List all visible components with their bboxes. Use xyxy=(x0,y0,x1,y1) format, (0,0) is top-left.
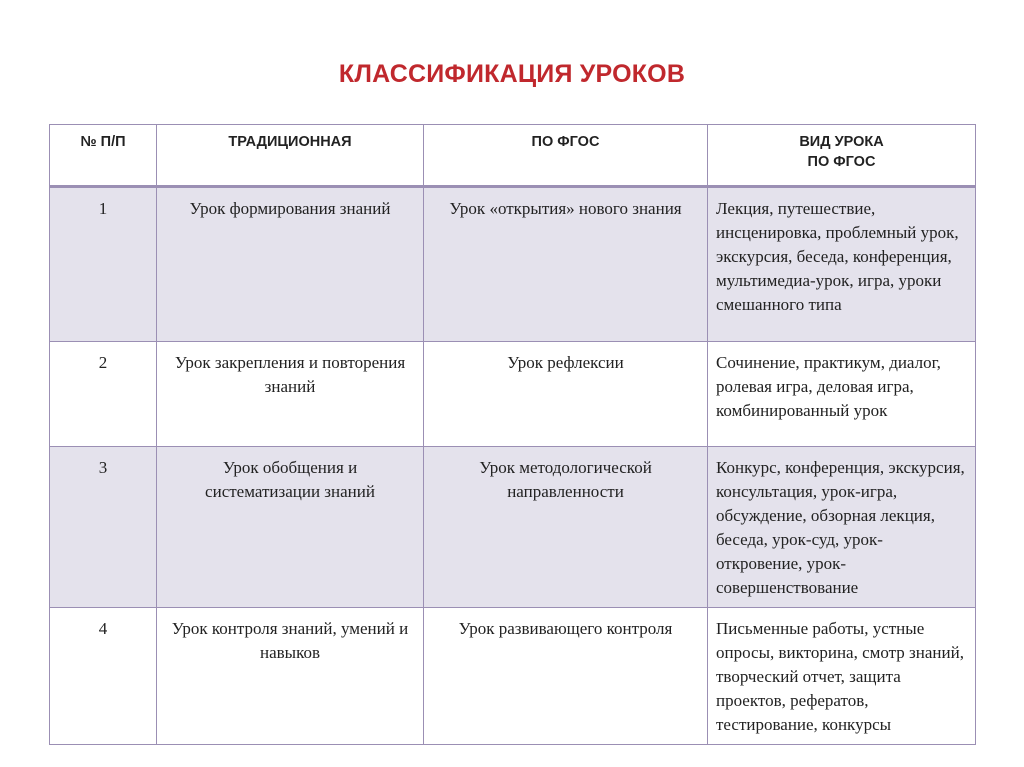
traditional-cell: Урок обобщения и систематизации знаний xyxy=(157,447,424,608)
lesson-types-cell: Лекция, путешествие, инсценировка, проблемный урок, экскурсия, беседа, конференция, мультимедиа-урок, игра, уроки смешанного типа xyxy=(708,187,976,342)
table-header-row xyxy=(50,125,976,187)
row-number: 1 xyxy=(50,187,157,342)
fgos-cell: Урок рефлексии xyxy=(424,342,708,447)
traditional-cell: Урок формирования знаний xyxy=(157,187,424,342)
header-number: № П/П xyxy=(50,125,157,187)
fgos-cell: Урок развивающего контроля xyxy=(424,608,708,745)
header-traditional: ТРАДИЦИОННАЯ xyxy=(157,125,424,187)
traditional-cell: Урок контроля знаний, умений и навыков xyxy=(157,608,424,745)
table-row xyxy=(50,187,976,342)
row-number: 4 xyxy=(50,608,157,745)
fgos-cell: Урок «открытия» нового знания xyxy=(424,187,708,342)
lesson-types-cell: Письменные работы, устные опросы, викторина, смотр знаний, творческий отчет, защита проектов, рефератов, тестирование, конкурсы xyxy=(708,608,976,745)
lesson-classification-table xyxy=(49,124,976,745)
lesson-types-cell: Сочинение, практикум, диалог, ролевая игра, деловая игра, комбинированный урок xyxy=(708,342,976,447)
traditional-cell: Урок закрепления и повторения знаний xyxy=(157,342,424,447)
row-number: 2 xyxy=(50,342,157,447)
lesson-types-cell: Конкурс, конференция, экскурсия, консультация, урок-игра, обсуждение, обзорная лекция, беседа, урок-суд, урок-откровение, урок-совершенствование xyxy=(708,447,976,608)
table-row xyxy=(50,447,976,608)
row-number: 3 xyxy=(50,447,157,608)
table-row xyxy=(50,608,976,745)
table-row xyxy=(50,342,976,447)
header-fgos: ПО ФГОС xyxy=(424,125,708,187)
fgos-cell: Урок методологической направленности xyxy=(424,447,708,608)
header-lesson-type: ВИД УРОКА ПО ФГОС xyxy=(708,125,976,187)
page-title: КЛАССИФИКАЦИЯ УРОКОВ xyxy=(338,60,686,88)
